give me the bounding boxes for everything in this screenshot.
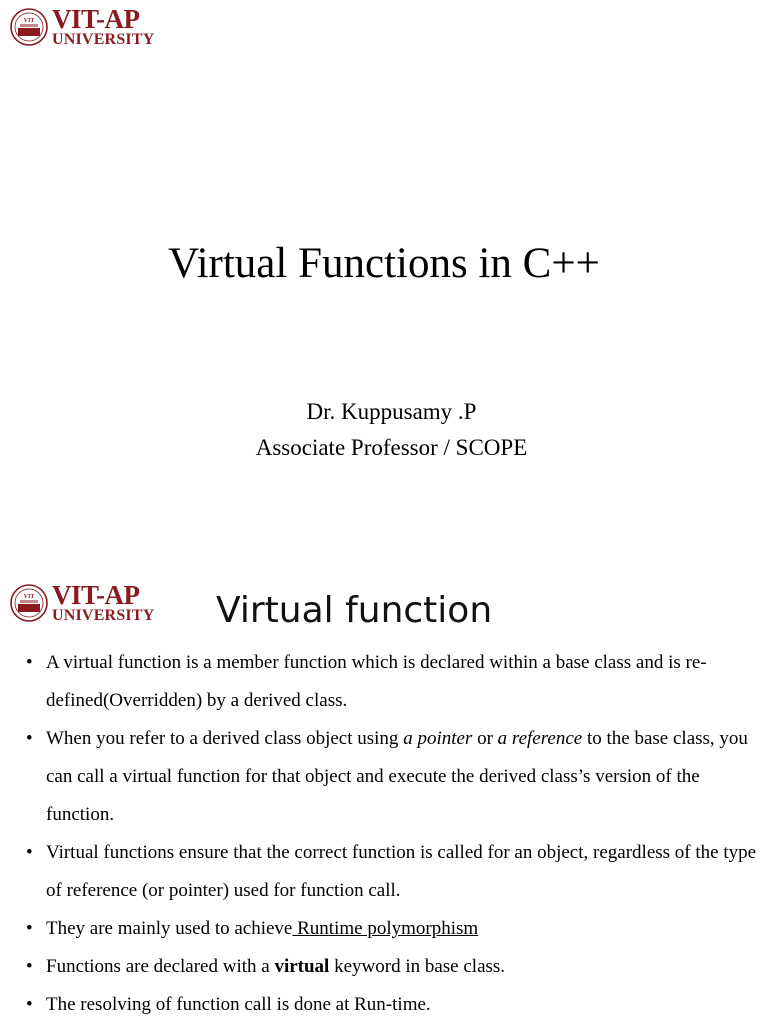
logo-subtitle: UNIVERSITY <box>52 31 155 48</box>
slide-title: Virtual Functions in C++ <box>168 240 600 287</box>
bullet-item: • A virtual function is a member function which is declared within a base class and is re-defined(Overridden) by a derived class. <box>22 644 762 720</box>
keyword-virtual: virtual <box>274 956 330 977</box>
bullet-item: • Functions are declared with a virtual keyword in base class. <box>22 948 762 986</box>
emphasis-pointer: a pointer <box>403 728 473 749</box>
logo-name: VIT-AP <box>52 4 140 34</box>
svg-text:VIT: VIT <box>23 594 35 600</box>
emphasis-reference: a reference <box>497 728 583 749</box>
author-block <box>0 394 768 466</box>
logo-name: VIT-AP <box>52 580 140 610</box>
runtime-polymorphism-link[interactable]: Runtime polymorphism <box>292 918 479 939</box>
university-seal-icon <box>10 584 48 622</box>
university-logo <box>10 6 160 52</box>
university-logo <box>10 582 160 628</box>
author-position: Associate Professor / SCOPE <box>255 435 528 460</box>
bullet-item: • When you refer to a derived class object using a pointer or a reference to the base class, you can call a virtual function for that object and execute the derived class’s version of the function. <box>22 720 762 834</box>
bullet-item: • They are mainly used to achieve Runtime polymorphism <box>22 910 762 948</box>
bullet-list <box>22 644 762 1024</box>
bullet-item: • Virtual functions ensure that the correct function is called for an object, regardless of the type of reference (or pointer) used for function call. <box>22 834 762 910</box>
svg-text:VIT: VIT <box>23 18 35 24</box>
slide-title: Virtual function <box>216 590 493 631</box>
content-slide <box>0 560 768 1024</box>
author-name: Dr. Kuppusamy .P <box>306 399 477 424</box>
logo-subtitle: UNIVERSITY <box>52 607 155 624</box>
bullet-item: • The resolving of function call is done at Run-time. <box>22 986 762 1024</box>
university-seal-icon <box>10 8 48 46</box>
